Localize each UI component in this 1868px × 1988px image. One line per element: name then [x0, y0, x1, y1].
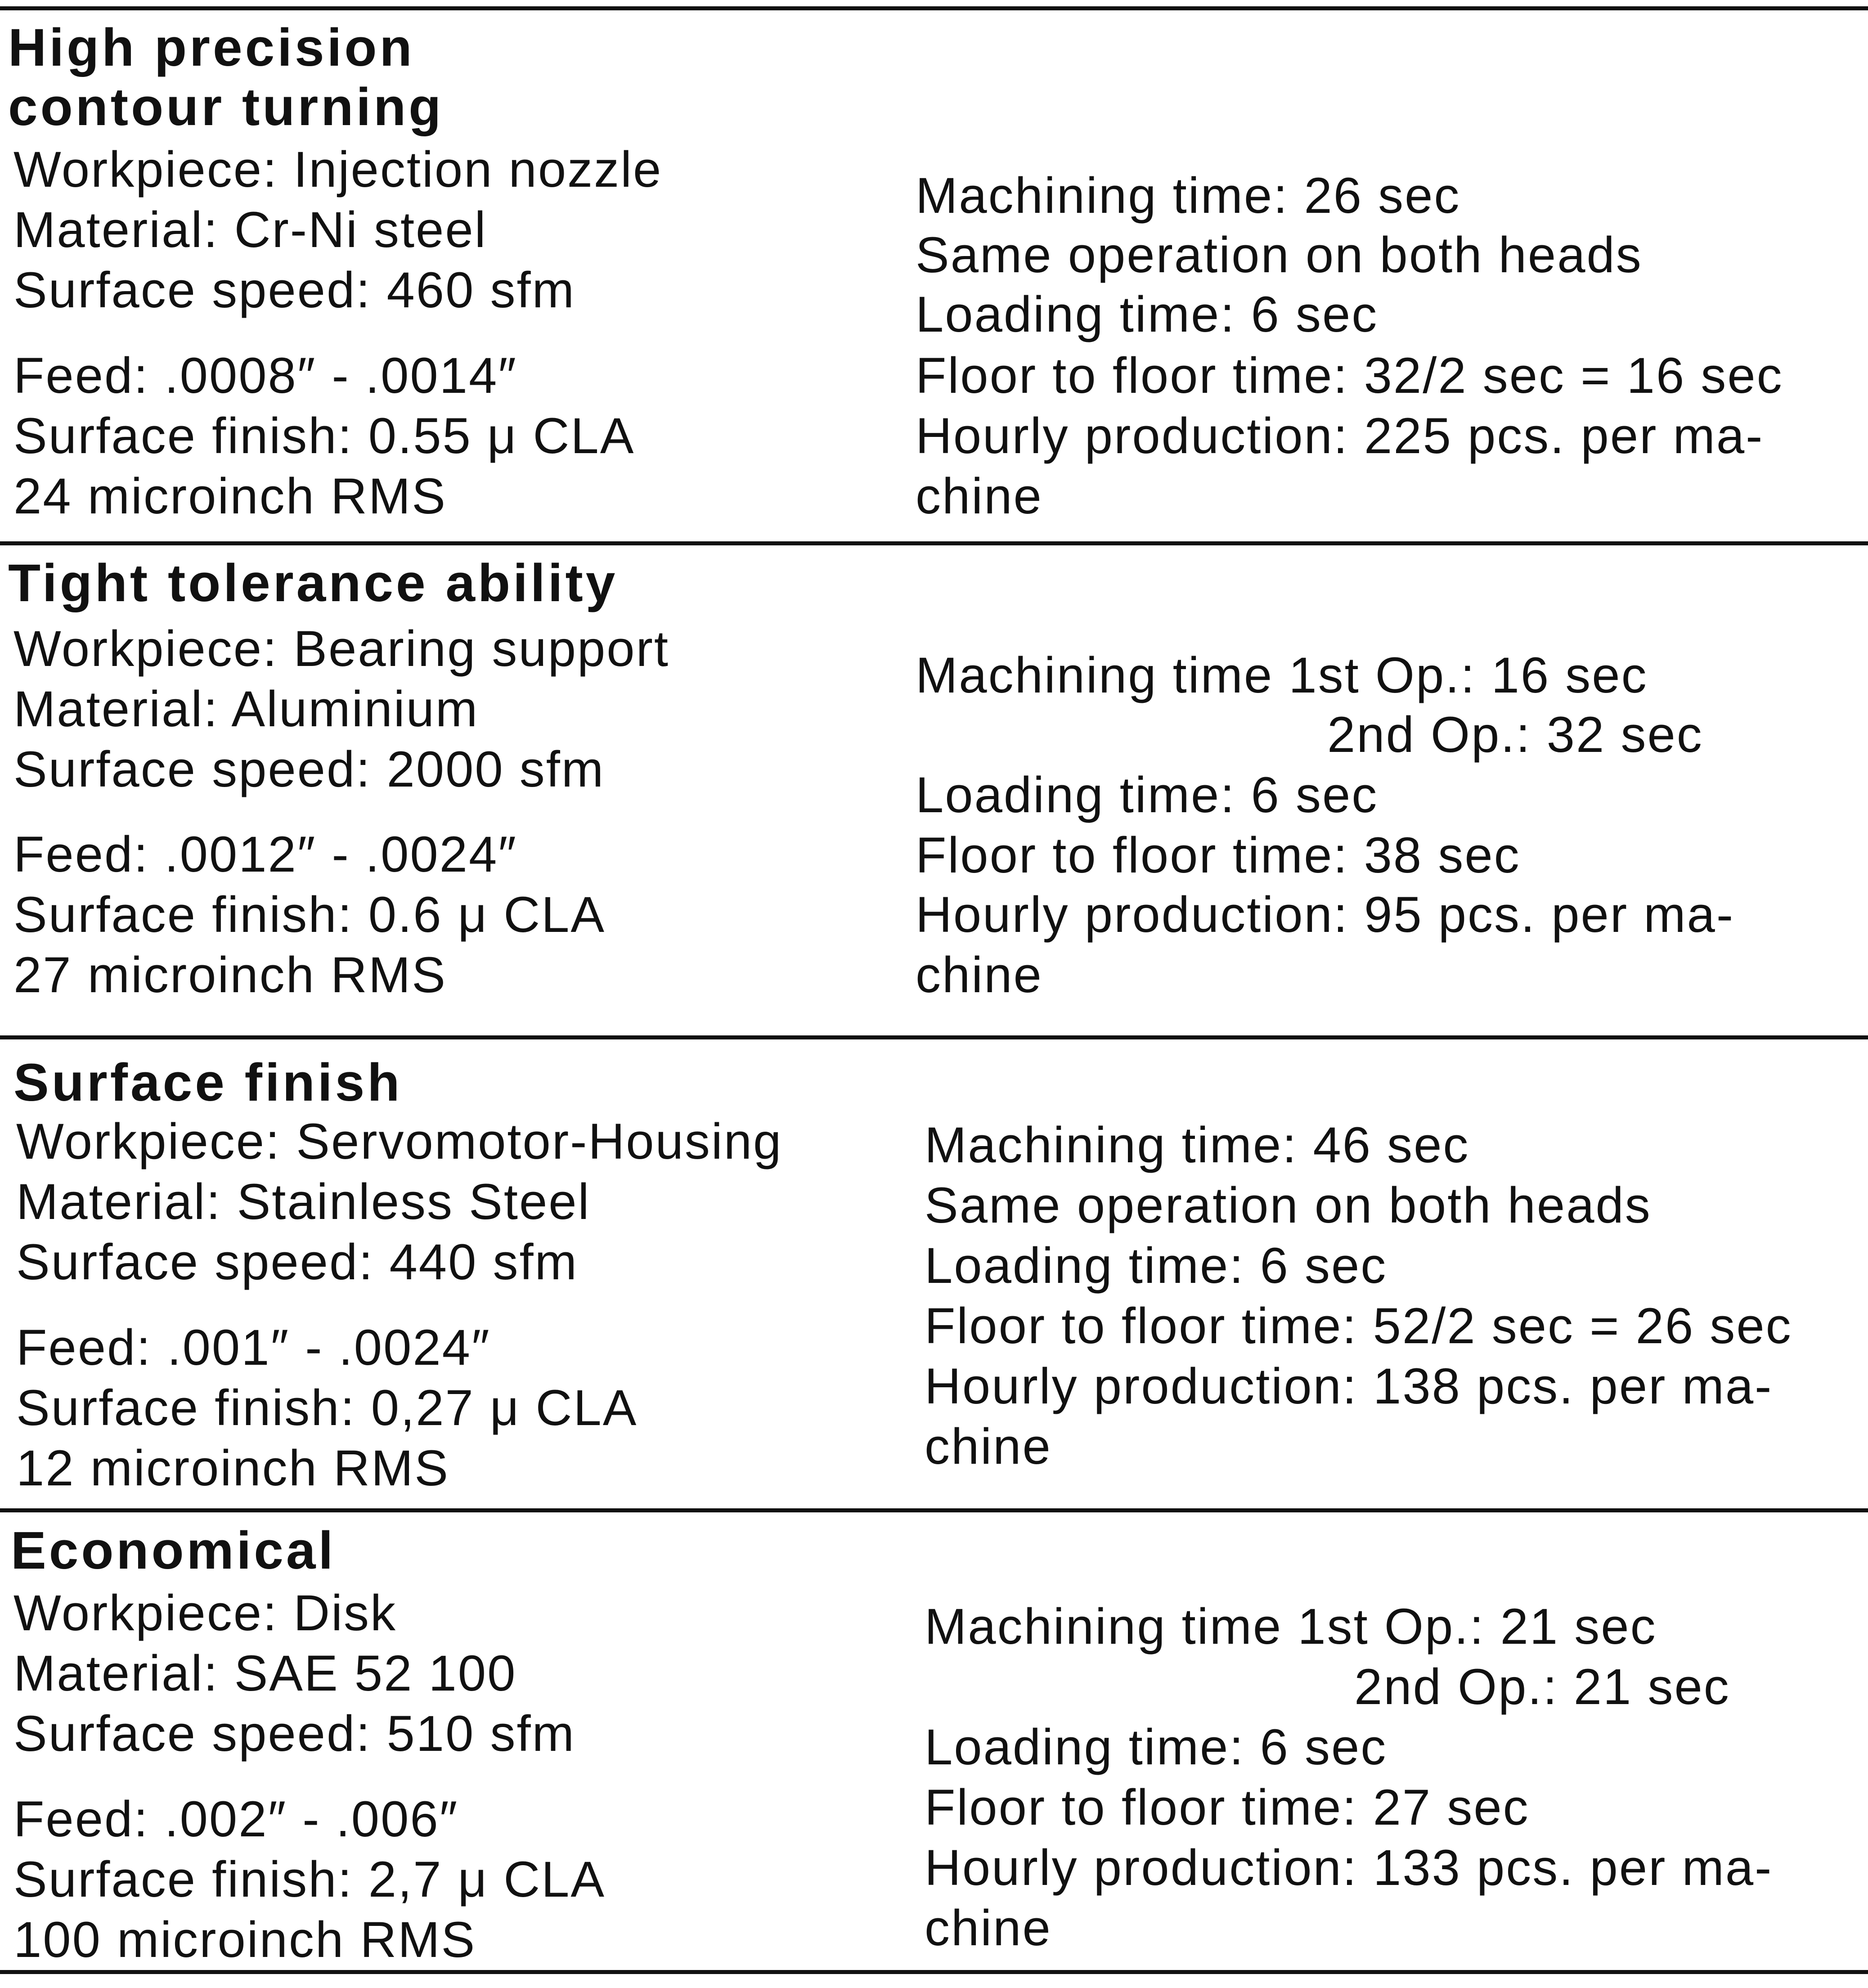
bottom-rule: [0, 1970, 1868, 1974]
hourly-production-continued-text: chine: [916, 468, 1043, 524]
rms-text: 27 microinch RMS: [13, 947, 447, 1003]
divider-rule-1: [0, 541, 1868, 545]
section-heading: Economical: [11, 1521, 336, 1580]
loading-time-text: Loading time: 6 sec: [925, 1237, 1388, 1294]
operation-note-text: Same operation on both heads: [925, 1177, 1652, 1233]
feed-text: Feed: .0012″ - .0024″: [13, 826, 517, 882]
hourly-production-text: Hourly production: 95 pcs. per ma-: [916, 886, 1735, 943]
machining-time-text: Machining time: 46 sec: [925, 1117, 1470, 1173]
surface-speed-text: Surface speed: 510 sfm: [13, 1705, 575, 1762]
section-heading: Tight tolerance ability: [8, 553, 618, 613]
hourly-production-continued-text: chine: [925, 1900, 1052, 1956]
surface-speed-text: Surface speed: 2000 sfm: [13, 741, 605, 797]
operation-note-text: Same operation on both heads: [916, 227, 1643, 283]
section-heading: Surface finish: [13, 1053, 403, 1112]
floor-to-floor-text: Floor to floor time: 52/2 sec = 26 sec: [925, 1298, 1792, 1354]
hourly-production-continued-text: chine: [925, 1418, 1052, 1475]
surface-speed-text: Surface speed: 460 sfm: [13, 262, 575, 318]
material-text: Material: SAE 52 100: [13, 1645, 517, 1701]
floor-to-floor-text: Floor to floor time: 27 sec: [925, 1779, 1530, 1835]
material-text: Material: Stainless Steel: [16, 1174, 591, 1230]
section-heading: High precision: [8, 18, 415, 77]
loading-time-text: Loading time: 6 sec: [916, 767, 1379, 823]
workpiece-text: Workpiece: Injection nozzle: [13, 141, 663, 198]
divider-rule-3: [0, 1508, 1868, 1512]
surface-speed-text: Surface speed: 440 sfm: [16, 1234, 578, 1290]
workpiece-text: Workpiece: Servomotor-Housing: [16, 1113, 783, 1169]
machining-time-text: Machining time 1st Op.: 21 sec: [925, 1598, 1657, 1655]
feed-text: Feed: .0008″ - .0014″: [13, 347, 517, 404]
material-text: Material: Cr-Ni steel: [13, 202, 487, 258]
surface-finish-text: Surface finish: 0.55 μ CLA: [13, 408, 635, 464]
hourly-production-text: Hourly production: 138 pcs. per ma-: [925, 1358, 1773, 1414]
hourly-production-text: Hourly production: 225 pcs. per ma-: [916, 408, 1764, 464]
surface-finish-text: Surface finish: 0.6 μ CLA: [13, 886, 606, 943]
top-rule: [0, 6, 1868, 10]
loading-time-text: Loading time: 6 sec: [925, 1719, 1388, 1775]
feed-text: Feed: .002″ - .006″: [13, 1791, 459, 1847]
feed-text: Feed: .001″ - .0024″: [16, 1319, 491, 1376]
hourly-production-continued-text: chine: [916, 947, 1043, 1003]
machining-time-second-op-text: 2nd Op.: 21 sec: [1354, 1659, 1730, 1715]
machining-time-text: Machining time 1st Op.: 16 sec: [916, 647, 1648, 703]
rms-text: 12 microinch RMS: [16, 1440, 449, 1496]
material-text: Material: Aluminium: [13, 681, 479, 737]
floor-to-floor-text: Floor to floor time: 38 sec: [916, 827, 1521, 883]
rms-text: 100 microinch RMS: [13, 1912, 476, 1968]
machining-time-second-op-text: 2nd Op.: 32 sec: [1327, 706, 1703, 763]
rms-text: 24 microinch RMS: [13, 468, 447, 524]
floor-to-floor-text: Floor to floor time: 32/2 sec = 16 sec: [916, 347, 1783, 404]
section-heading: contour turning: [8, 77, 444, 137]
loading-time-text: Loading time: 6 sec: [916, 286, 1379, 342]
divider-rule-2: [0, 1035, 1868, 1039]
surface-finish-text: Surface finish: 2,7 μ CLA: [13, 1851, 606, 1907]
hourly-production-text: Hourly production: 133 pcs. per ma-: [925, 1840, 1773, 1896]
surface-finish-text: Surface finish: 0,27 μ CLA: [16, 1380, 638, 1436]
workpiece-text: Workpiece: Bearing support: [13, 621, 669, 677]
workpiece-text: Workpiece: Disk: [13, 1585, 397, 1641]
machining-time-text: Machining time: 26 sec: [916, 167, 1461, 224]
